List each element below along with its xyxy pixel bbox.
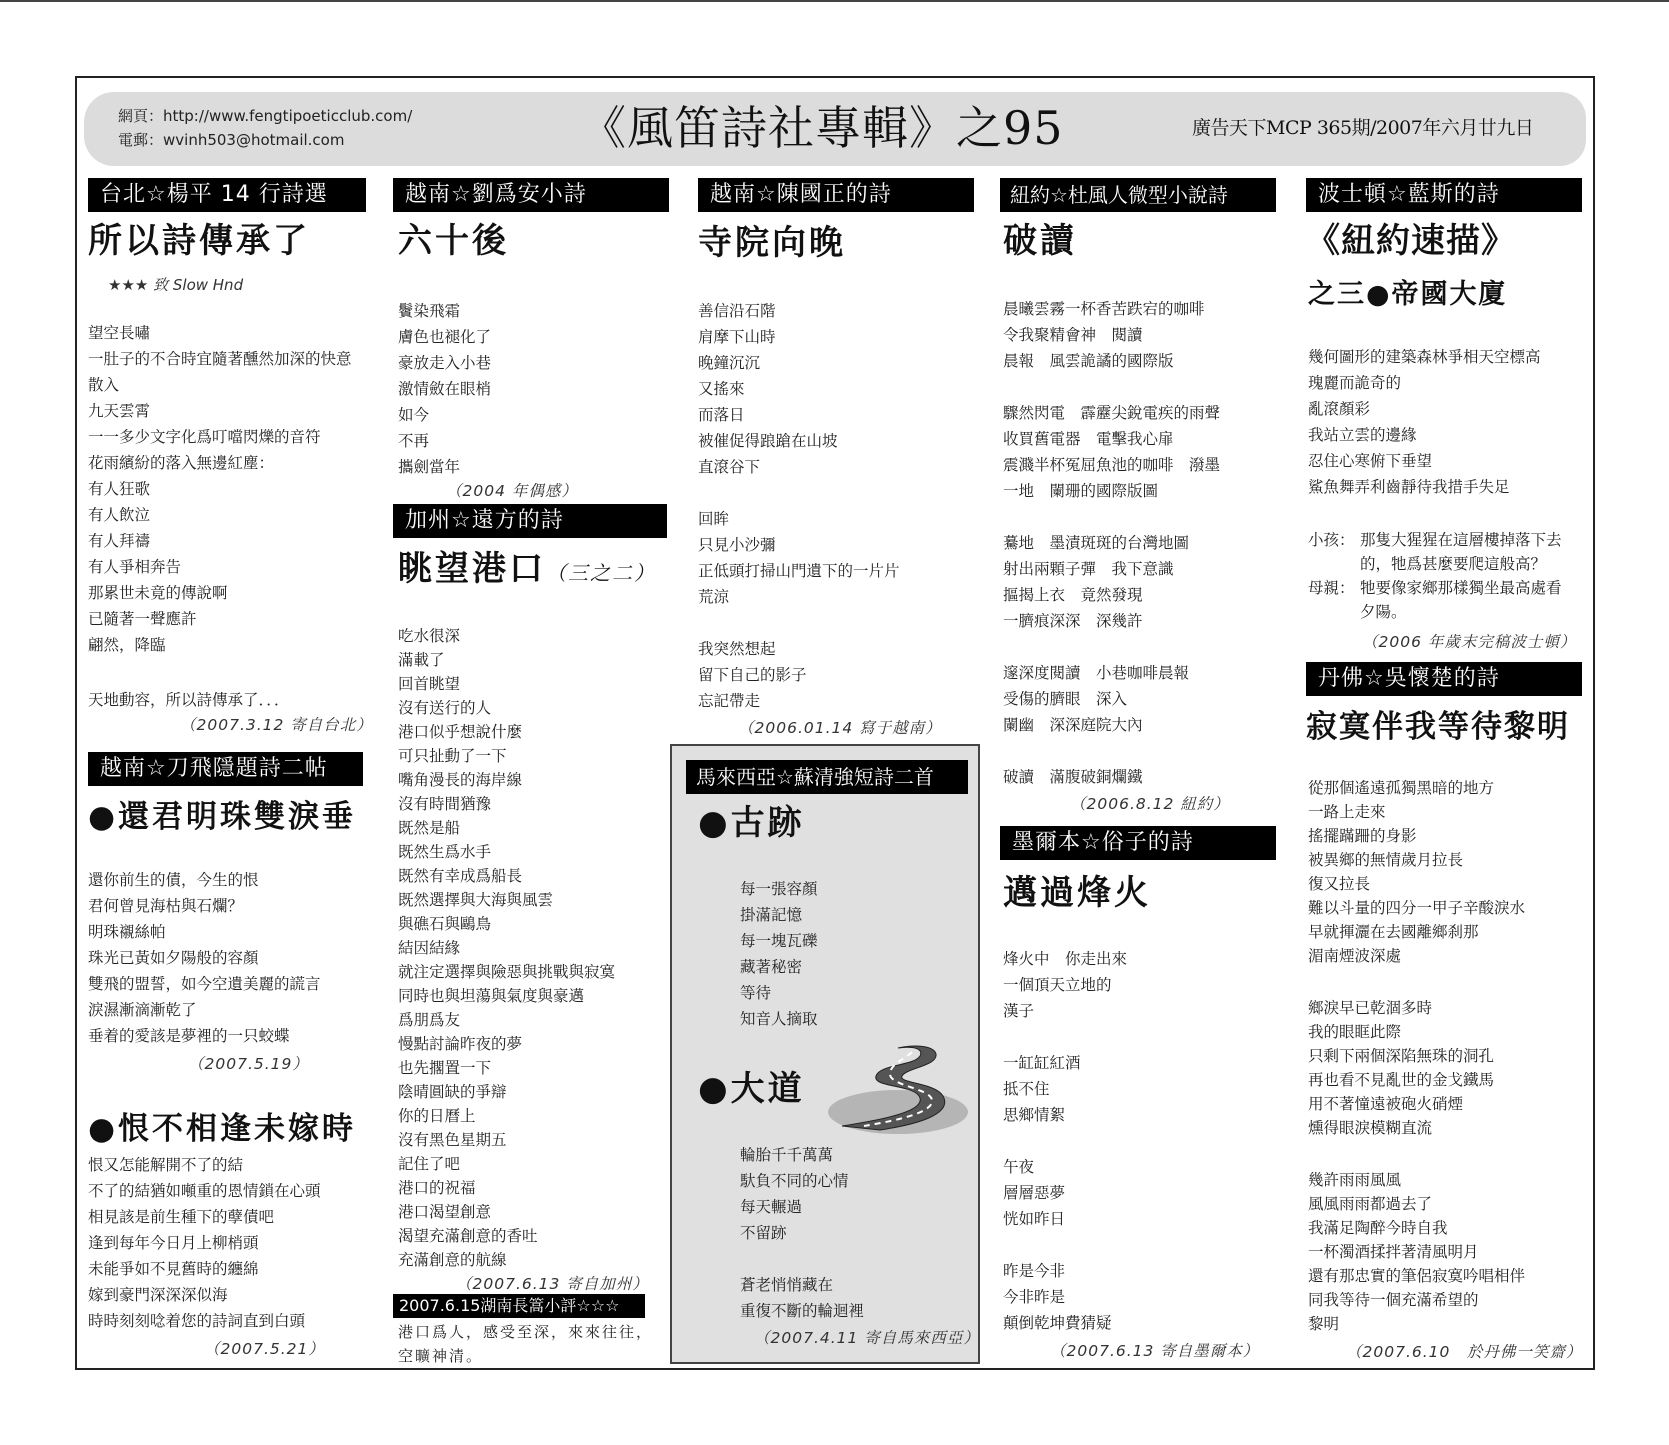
poem-line: 每一張容顏 — [740, 880, 818, 898]
poem-line: 重復不斷的輪迴裡 — [740, 1302, 865, 1320]
poem-line: 你的日曆上 — [398, 1107, 476, 1125]
poem-line: 攜劍當年 — [398, 458, 461, 476]
poem-line: 再也看不見亂世的金戈鐵馬 — [1308, 1071, 1495, 1089]
poem-subtitle: 之三●帝國大廈 — [1308, 279, 1508, 310]
section-header-california: 加州☆遠方的詩 — [393, 504, 667, 538]
dialogue-row — [1308, 576, 1562, 600]
poem-line: 掛滿記憶 — [740, 906, 803, 924]
section-header-newyork: 紐約☆杜風人微型小說詩 — [1000, 178, 1276, 212]
dialogue-row — [1308, 600, 1562, 624]
poem-stanza — [1308, 1168, 1525, 1336]
poem-date: （2007.3.12 寄自台北） — [180, 716, 373, 734]
poem-stanza — [1308, 996, 1494, 1140]
poem-line: 一肚子的不合時宜隨著醺然加深的快意 — [88, 350, 352, 368]
poem-line: 又搖來 — [698, 380, 745, 398]
poem-date: （2004 年偶感） — [446, 482, 578, 500]
poem-line: 每天輾過 — [740, 1198, 803, 1216]
poem-line: 被催促得踉蹌在山坡 — [698, 432, 838, 450]
poem-title: 寺院向晚 — [698, 223, 846, 263]
poem-line: 晚鐘沉沉 — [698, 354, 761, 372]
poem-line: 結因結緣 — [398, 939, 461, 957]
dialogue-text: 那隻大猩猩在這層樓掉落下去 — [1360, 531, 1562, 549]
poem-line: 明珠襯絲帕 — [88, 923, 166, 941]
poem-line: 一個頂天立地的 — [1003, 976, 1112, 994]
poem-line: 散入 — [88, 376, 120, 394]
poem-line: 既然有幸成爲船長 — [398, 867, 523, 885]
poem-line: 我滿足陶醉今時自我 — [1308, 1219, 1448, 1237]
poem-line: 翩然，降臨 — [88, 636, 166, 654]
poem-line: 已隨著一聲應許 — [88, 610, 197, 628]
poem-line: 君何曾見海枯與石爛？ — [88, 897, 244, 915]
section-header-vietnam-liu: 越南☆劉爲安小詩 — [393, 178, 669, 212]
poem-line: 有人爭相奔告 — [88, 558, 182, 576]
poem-body — [88, 320, 352, 658]
poem-line: 思鄉情絮 — [1003, 1106, 1066, 1124]
poem-stanza — [698, 636, 807, 714]
poem-line: 回首眺望 — [398, 675, 461, 693]
poem-title: ●恨不相逢未嫁時 — [88, 1111, 357, 1147]
poem-line: 只剩下兩個深陷無珠的洞孔 — [1308, 1047, 1495, 1065]
poem-body — [398, 298, 491, 480]
section-header-taipei: 台北☆楊平 14 行詩選 — [88, 178, 366, 212]
poem-stanza — [1003, 530, 1189, 634]
poem-body — [88, 867, 321, 1049]
poem-line: 層層惡夢 — [1003, 1184, 1066, 1202]
poem-stanza — [1308, 776, 1525, 968]
poem-line: 記住了吧 — [398, 1155, 461, 1173]
poem-line: 荒涼 — [698, 588, 730, 606]
speaker-label: 母親： — [1308, 579, 1355, 597]
poem-line: 不再 — [398, 432, 430, 450]
speaker-label: 小孩： — [1308, 531, 1355, 549]
poem-date: （2007.6.13 寄自加州） — [456, 1275, 649, 1293]
poem-line: 我站立雲的邊緣 — [1308, 426, 1417, 444]
poem-line: 瑰麗而詭奇的 — [1308, 374, 1402, 392]
poem-line: 不了的結猶如噸重的恩情鎖在心頭 — [88, 1182, 321, 1200]
poem-line: 港口渴望創意 — [398, 1203, 492, 1221]
section-header-malaysia: 馬來西亞☆蘇清強短詩二首 — [686, 760, 968, 794]
poem-line: 一地 闌珊的國際版圖 — [1003, 482, 1159, 500]
poem-body — [1308, 344, 1541, 500]
poem-line: 渴望充滿創意的香吐 — [398, 1227, 538, 1245]
contact-info — [118, 104, 412, 152]
poem-line: 我突然想起 — [698, 640, 776, 658]
top-rule — [0, 0, 1669, 2]
dialogue-text: 夕陽。 — [1360, 603, 1407, 621]
poem-line: 難以斗量的四分一甲子辛酸淚水 — [1308, 899, 1526, 917]
poem-line: 有人拜禱 — [88, 532, 151, 550]
poem-line: 既然生爲水手 — [398, 843, 492, 861]
poem-title-text: 眺望港口 — [398, 549, 546, 589]
poem-line: 忘記帶走 — [698, 692, 761, 710]
poem-line: 用不著憧遠被砲火硝煙 — [1308, 1095, 1464, 1113]
email-text: 電郵：wvinh503@hotmail.com — [118, 131, 345, 149]
section-header-boston: 波士頓☆藍斯的詩 — [1306, 178, 1582, 212]
poem-line: 有人飲泣 — [88, 506, 151, 524]
poem-line: 顛倒乾坤費猜疑 — [1003, 1314, 1112, 1332]
poem-line: 邃深度閱讀 小巷咖啡晨報 — [1003, 664, 1190, 682]
poem-line: 未能爭如不見舊時的纏綿 — [88, 1260, 259, 1278]
poem-stanza — [740, 1142, 849, 1246]
poem-title: 六十後 — [398, 221, 509, 261]
comment-text: 港口爲人，感受至深，來來往往，空曠神清。 — [398, 1323, 654, 1365]
poem-line: 黎明 — [1308, 1315, 1340, 1333]
poem-title — [398, 546, 656, 596]
section-header-denver: 丹佛☆吳懷楚的詩 — [1306, 662, 1582, 696]
poem-line: 也先擱置一下 — [398, 1059, 492, 1077]
poem-date: （2007.5.19） — [188, 1055, 309, 1073]
poem-line: 同我等待一個充滿希望的 — [1308, 1291, 1479, 1309]
poem-title: 所以詩傳承了 — [88, 221, 310, 261]
poem-body — [740, 876, 818, 1032]
poem-line: 沒有黑色星期五 — [398, 1131, 507, 1149]
poem-line: 我的眼眶此際 — [1308, 1023, 1402, 1041]
poem-line: 一缸缸紅酒 — [1003, 1054, 1081, 1072]
poem-line: 既然是船 — [398, 819, 461, 837]
poem-line: 膚色也褪化了 — [398, 328, 492, 346]
poem-line: 吃水很深 — [398, 627, 461, 645]
poem-line: 藏著秘密 — [740, 958, 803, 976]
poem-line: 正低頭打掃山門遺下的一片片 — [698, 562, 900, 580]
poem-line: 一路上走來 — [1308, 803, 1386, 821]
poem-stanza — [1003, 1050, 1081, 1128]
poem-line: 昨是今非 — [1003, 1262, 1066, 1280]
poem-line: 陰晴圓缺的爭辯 — [398, 1083, 507, 1101]
poem-line: 既然選擇與大海與風雲 — [398, 891, 554, 909]
poem-title: 邁過烽火 — [1003, 873, 1151, 913]
poem-line: 知音人摘取 — [740, 1010, 818, 1028]
poem-line: 收買舊電器 電擊我心扉 — [1003, 430, 1174, 448]
poem-line: 港口似乎想說什麼 — [398, 723, 523, 741]
poem-line: 珠光已黃如夕陽般的容顏 — [88, 949, 259, 967]
poem-line: 可只扯動了一下 — [398, 747, 507, 765]
poem-line: 幾何圖形的建築森林爭相天空標高 — [1308, 348, 1541, 366]
poem-title: ●古跡 — [698, 803, 805, 843]
poem-line: 嘴角漫長的海岸線 — [398, 771, 523, 789]
poem-stanza — [1003, 1258, 1112, 1336]
poem-line: 如今 — [398, 406, 430, 424]
poem-line: 被異鄉的無情歲月拉長 — [1308, 851, 1464, 869]
poem-line: 嫁到豪門深深深似海 — [88, 1286, 228, 1304]
poem-line: 直滾谷下 — [698, 458, 761, 476]
poem-line: 望空長嘯 — [88, 324, 151, 342]
page-title: 《風笛詩社專輯》之95 — [580, 101, 1064, 155]
poem-line: 早就揮灑在去國離鄉刹那 — [1308, 923, 1479, 941]
poem-stanza — [740, 1272, 864, 1324]
poem-line: 還有那忠實的筆侶寂寞吟唱相伴 — [1308, 1267, 1526, 1285]
section-header-vietnam-daofei: 越南☆刀飛隱題詩二帖 — [88, 752, 363, 786]
dialogue-row — [1308, 528, 1562, 552]
poem-line: 驀地 墨漬斑斑的台灣地圖 — [1003, 534, 1190, 552]
poem-line: 與礁石與鷗鳥 — [398, 915, 492, 933]
poem-line: 恨又怎能解開不了的結 — [88, 1156, 244, 1174]
poem-line: 滿載了 — [398, 651, 445, 669]
poem-last-line — [88, 687, 290, 713]
comment-header: 2007.6.15湖南長篙小評☆☆☆ — [393, 1294, 645, 1318]
poem-stanza — [698, 506, 900, 610]
dialogue — [1308, 528, 1562, 624]
poem-line: 回眸 — [698, 510, 730, 528]
poem-line: 幾許雨雨風風 — [1308, 1171, 1402, 1189]
issue-info: 廣告天下MCP 365期/2007年六月廿九日 — [1192, 117, 1534, 139]
poem-line: 從那個遙遠孤獨黑暗的地方 — [1308, 779, 1495, 797]
poem-dedication: ★★★ 致 Slow Hnd — [108, 276, 244, 294]
poem-line: 令我聚精會神 閱讀 — [1003, 326, 1143, 344]
poem-date: （2006.8.12 紐約） — [1070, 795, 1230, 813]
poem-line: 晨報 風雲詭譎的國際版 — [1003, 352, 1174, 370]
poem-stanza — [1003, 296, 1205, 374]
poem-line: 抵不住 — [1003, 1080, 1050, 1098]
poem-line: 花雨繽紛的落入無邊紅塵： — [88, 454, 275, 472]
poem-stanza — [1003, 946, 1127, 1024]
poem-line: 亂滾顏彩 — [1308, 400, 1371, 418]
poem-stanza — [1003, 660, 1189, 738]
poem-line: 忍住心寒俯下垂望 — [1308, 452, 1433, 470]
poem-stanza — [1003, 1154, 1065, 1232]
poem-line: 鯊魚舞弄利齒靜待我措手失足 — [1308, 478, 1510, 496]
poem-subtitle: （三之二） — [546, 561, 656, 585]
poem-line: 射出兩顆子彈 我下意識 — [1003, 560, 1174, 578]
poem-line: 天地動容，所以詩傳承了．．． — [88, 691, 290, 709]
poem-line: 就注定選擇與險惡與挑戰與寂寞 — [398, 963, 616, 981]
poem-line: 馱負不同的心情 — [740, 1172, 849, 1190]
poem-body — [398, 624, 615, 1272]
poem-line: 午夜 — [1003, 1158, 1035, 1176]
poem-line: 港口的祝福 — [398, 1179, 476, 1197]
poem-stanza — [1003, 400, 1220, 504]
poem-line: 輪胎千千萬萬 — [740, 1146, 834, 1164]
poem-line: 受傷的臍眼 深入 — [1003, 690, 1128, 708]
poem-line: 蒼老悄悄藏在 — [740, 1276, 834, 1294]
website-text: 網頁：http://www.fengtipoeticclub.com/ — [118, 107, 413, 125]
poem-line: 爲朋爲友 — [398, 1011, 461, 1029]
poem-line: 復又拉長 — [1308, 875, 1371, 893]
poem-line: 摳揭上衣 竟然發現 — [1003, 586, 1143, 604]
section-header-vietnam-chen: 越南☆陳國正的詩 — [698, 178, 974, 212]
poem-line: 而落日 — [698, 406, 745, 424]
poem-line: 等待 — [740, 984, 772, 1002]
poem-date: （2007.4.11 寄自馬來西亞） — [754, 1329, 980, 1347]
poem-line: 只見小沙彌 — [698, 536, 776, 554]
poem-stanza — [1003, 764, 1143, 790]
poem-line: 破讀 滿腹破銅爛鐵 — [1003, 768, 1143, 786]
poem-line: 風風雨雨都過去了 — [1308, 1195, 1433, 1213]
poem-line: 今非昨是 — [1003, 1288, 1066, 1306]
poem-line: 同時也與坦蕩與氣度與豪邁 — [398, 987, 585, 1005]
poem-line: 還你前生的債，今生的恨 — [88, 871, 259, 889]
poem-line: 一一多少文字化爲叮噹閃爍的音符 — [88, 428, 321, 446]
dialogue-row — [1308, 552, 1562, 576]
poem-line: 驟然閃電 霹靂尖銳電疾的雨聲 — [1003, 404, 1221, 422]
poem-line: 時時刻刻唸着您的詩詞直到白頭 — [88, 1312, 306, 1330]
poem-title: ●還君明珠雙淚垂 — [88, 799, 357, 835]
poem-line: 沒有時間猶豫 — [398, 795, 492, 813]
poem-line: 有人狂歌 — [88, 480, 151, 498]
poem-line: 逢到每年今日月上柳梢頭 — [88, 1234, 259, 1252]
poem-line: 湄南煙波深處 — [1308, 947, 1402, 965]
poem-date: （2006 年歲末完稿波士頓） — [1362, 633, 1577, 651]
poem-line: 九天雲霄 — [88, 402, 151, 420]
poem-body — [88, 1152, 321, 1334]
poem-date: （2006.01.14 寫于越南） — [738, 719, 942, 737]
poem-line: 漢子 — [1003, 1002, 1035, 1020]
road-illustration — [820, 1040, 970, 1136]
poem-date: （2007.6.13 寄自墨爾本） — [1050, 1342, 1260, 1360]
poem-line: 闌幽 深深庭院大內 — [1003, 716, 1143, 734]
poem-line: 一臍痕深深 深幾許 — [1003, 612, 1143, 630]
poem-title: 《紐約速描》 — [1306, 221, 1516, 261]
poem-line: 善信沿石階 — [698, 302, 776, 320]
poem-line: 震濺半杯冤屈魚池的咖啡 潑墨 — [1003, 456, 1221, 474]
dialogue-text: 牠要像家鄉那樣獨坐最高處看 — [1360, 579, 1562, 597]
poem-line: 相見該是前生種下的孽債吧 — [88, 1208, 275, 1226]
poem-line: 留下自己的影子 — [698, 666, 807, 684]
poem-line: 不留跡 — [740, 1224, 787, 1242]
poem-line: 豪放走入小巷 — [398, 354, 492, 372]
section-header-melbourne: 墨爾本☆俗子的詩 — [1000, 826, 1276, 860]
poem-line: 肩摩下山時 — [698, 328, 776, 346]
poem-stanza — [698, 298, 838, 480]
poem-line: 慢點討論昨夜的夢 — [398, 1035, 523, 1053]
poem-title: 破讀 — [1003, 221, 1077, 261]
dialogue-text: 的，牠爲甚麼要爬這般高？ — [1360, 555, 1547, 573]
poem-line: 鬢染飛霜 — [398, 302, 461, 320]
poem-line: 鄉淚早已乾涸多時 — [1308, 999, 1433, 1017]
poem-date: （2007.6.10 於丹佛一笑齋） — [1346, 1343, 1583, 1361]
poem-line: 每一塊瓦礫 — [740, 932, 818, 950]
poem-line: 烽火中 你走出來 — [1003, 950, 1128, 968]
poem-line: 激情斂在眼梢 — [398, 380, 492, 398]
poem-line: 充滿創意的航線 — [398, 1251, 507, 1269]
poem-line: 沒有送行的人 — [398, 699, 492, 717]
poem-line: 垂着的愛該是夢裡的一只蛟蝶 — [88, 1027, 290, 1045]
poem-line: 搖擺蹣跚的身影 — [1308, 827, 1417, 845]
poem-title: ●大道 — [698, 1069, 805, 1109]
poem-line: 恍如昨日 — [1003, 1210, 1066, 1228]
poem-line: 燻得眼淚模糊直流 — [1308, 1119, 1433, 1137]
poem-date: （2007.5.21） — [204, 1340, 325, 1358]
poem-line: 那累世未竟的傳說啊 — [88, 584, 228, 602]
poem-title: 寂寞伴我等待黎明 — [1306, 709, 1570, 745]
poem-line: 一杯濁酒揉拌著清風明月 — [1308, 1243, 1479, 1261]
poem-line: 雙飛的盟誓，如今空遺美麗的謊言 — [88, 975, 321, 993]
poem-line: 晨曦雲霧一杯香苦跌宕的咖啡 — [1003, 300, 1205, 318]
poem-line: 淚濕漸滴漸乾了 — [88, 1001, 197, 1019]
